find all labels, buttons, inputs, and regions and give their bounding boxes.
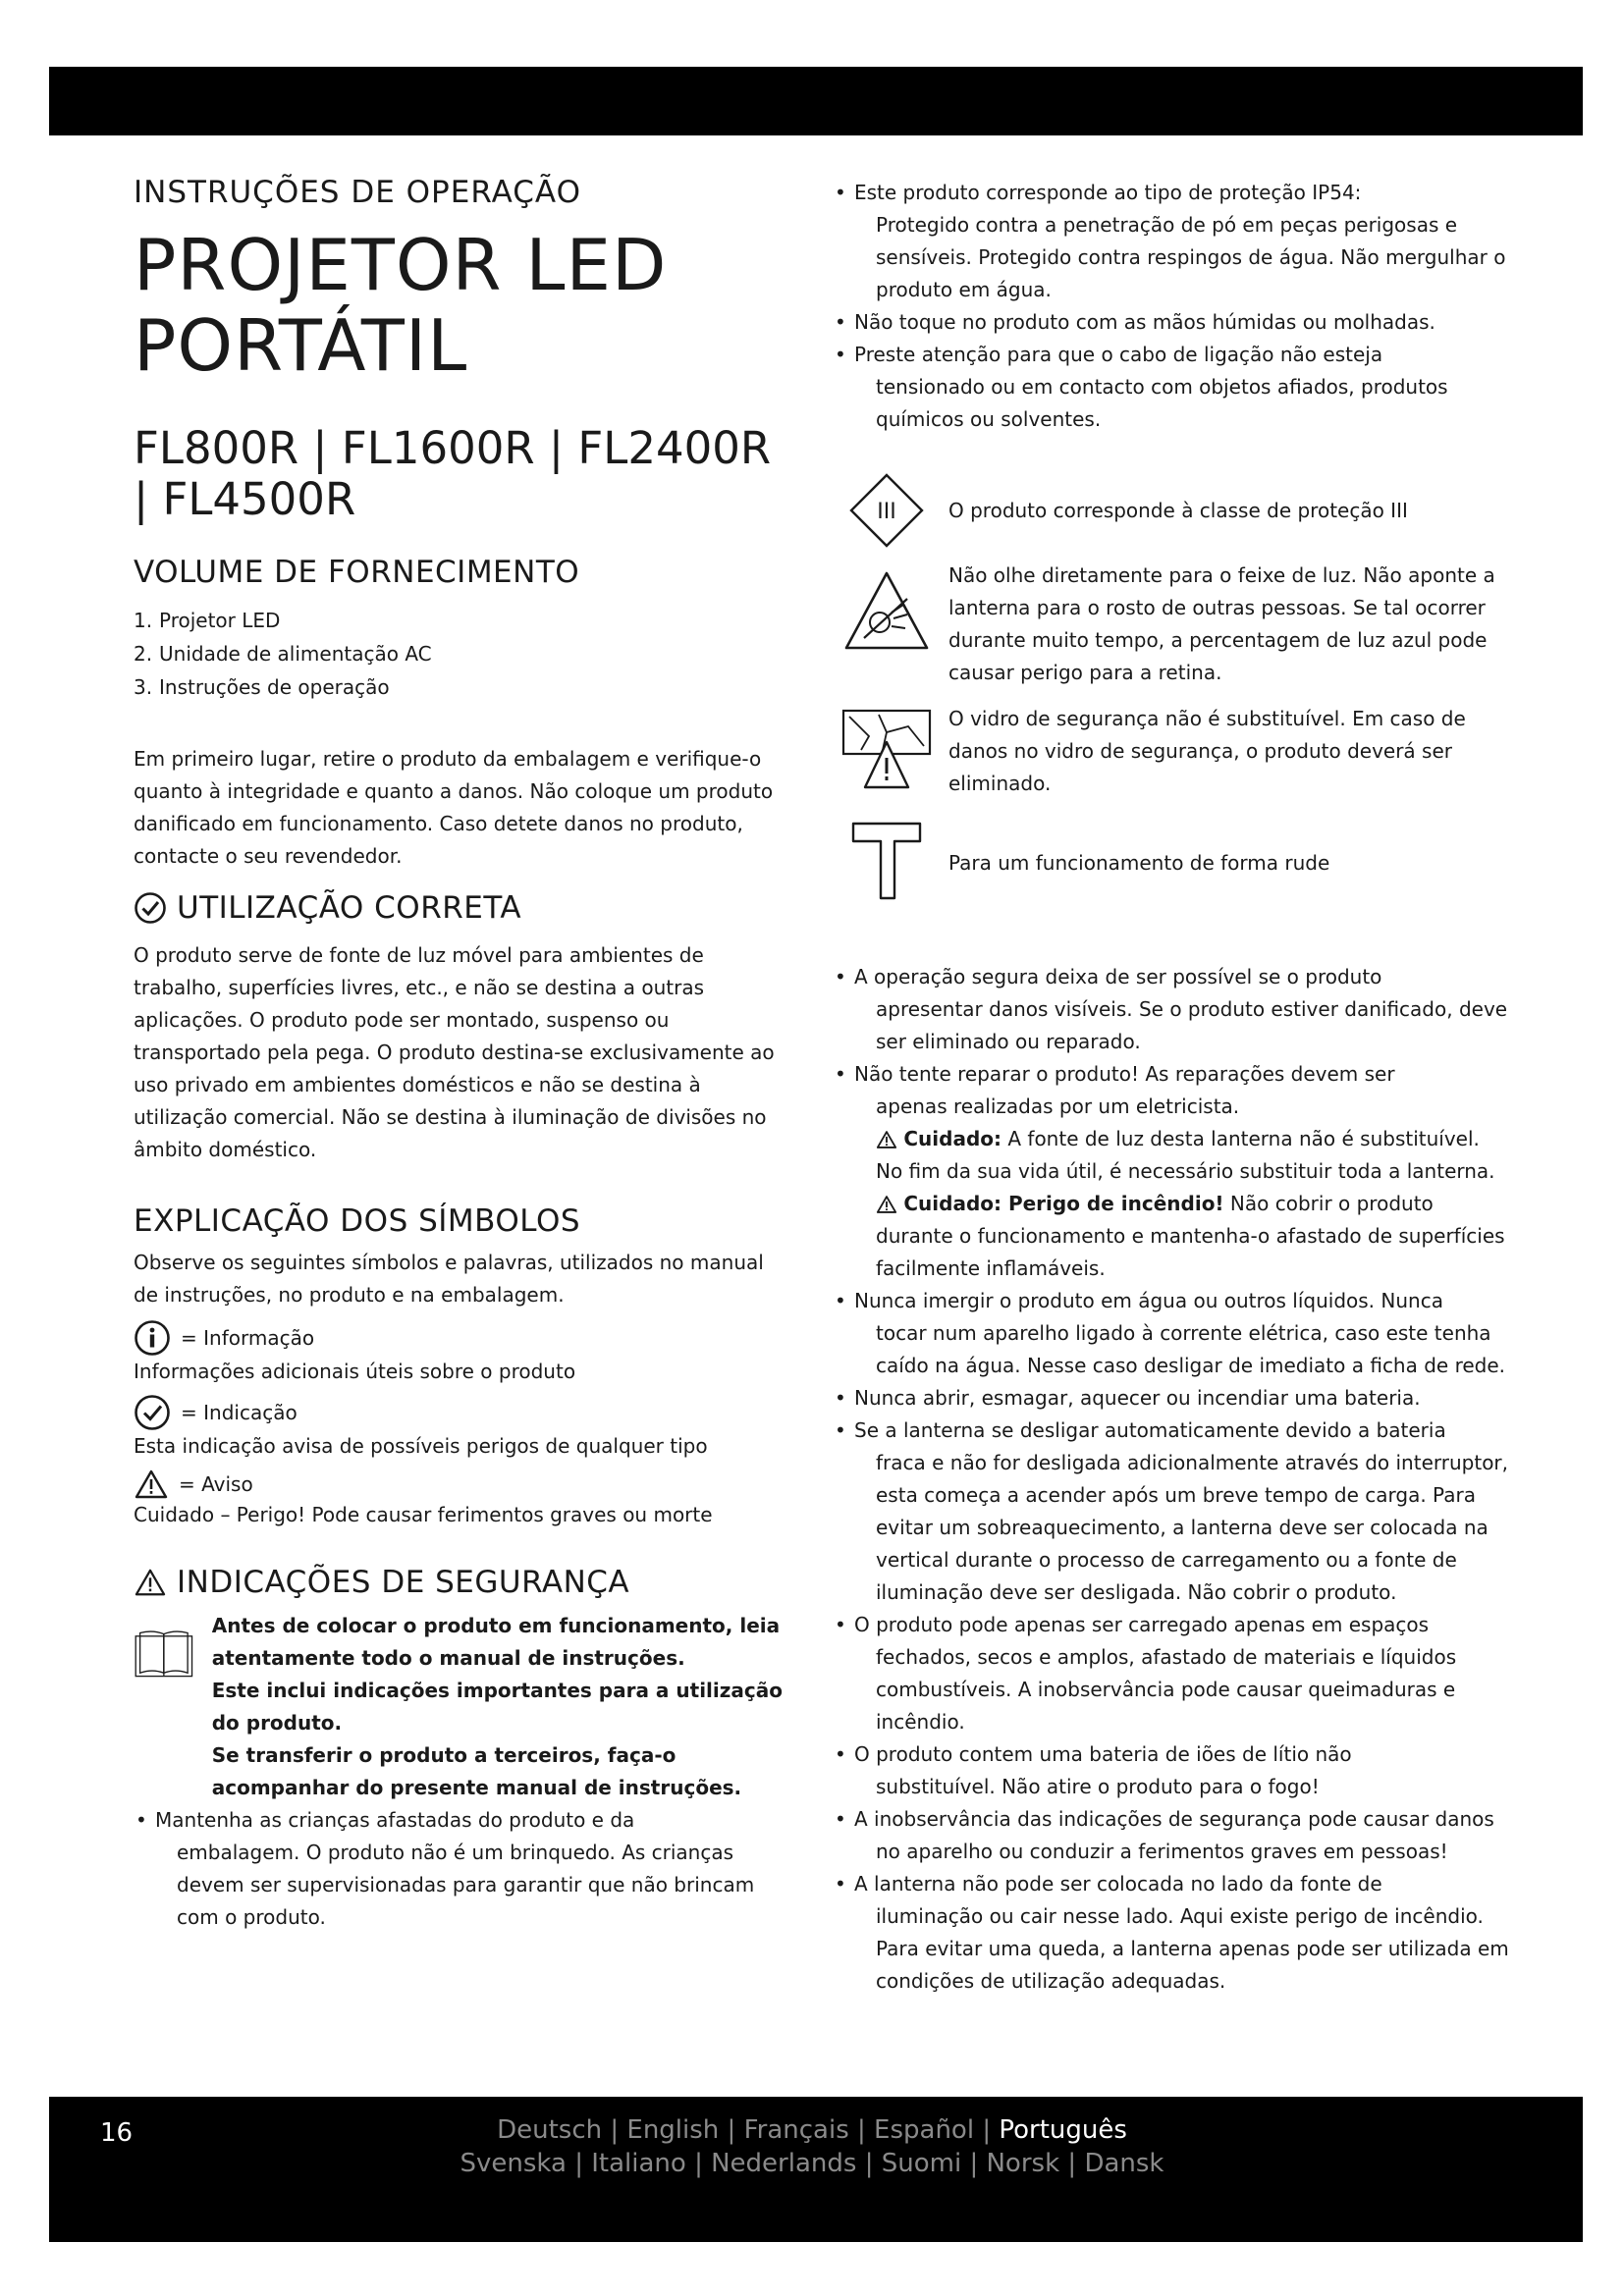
title-line-2: PORTÁTIL xyxy=(134,304,468,387)
list-item: 3. Instruções de operação xyxy=(134,675,390,699)
right-column xyxy=(833,177,1510,1998)
list-item: • Nunca abrir, esmagar, aquecer ou incendiar uma bateria. xyxy=(833,1382,1510,1415)
indicacao-symbol-row xyxy=(134,1394,789,1431)
list-item: • O produto contem uma bateria de iões de lítio não substituível. Não atire o produto para o fogo! xyxy=(833,1738,1510,1803)
check-circle-icon xyxy=(134,891,167,925)
left-safety-list xyxy=(134,1804,789,1934)
class3-row xyxy=(833,471,1510,550)
glass-warning-row xyxy=(833,703,1510,800)
list-item: • Mantenha as crianças afastadas do produto e da embalagem. O produto não é um brinquedo. As crianças devem ser supervisionadas para garantir que não brincam com o produto. xyxy=(134,1804,789,1934)
document-kicker: INSTRUÇÕES DE OPERAÇÃO xyxy=(134,175,581,210)
manual-notice-text: Antes de colocar o produto em funcionamento, leia atentamente todo o manual de instruções. Este inclui indicações importantes para a utilização do produto. Se transferir o produto a terceiros, faça-o acompanhar do presente manual de instruções. xyxy=(211,1614,783,1799)
uso-paragraph: O produto serve de fonte de luz móvel para ambientes de trabalho, superfícies livres, etc., e não se destina a outras aplicações. O produto pode ser montado, suspenso ou transportado pela pega. O produto destina-se exclusivamente ao uso privado em ambientes domésticos e não se destina à utilização comercial. Não se destina à iluminação de divisões no âmbito doméstico. xyxy=(134,943,775,1161)
language-link[interactable]: Suomi xyxy=(881,2149,962,2178)
language-row-1: Deutsch | English | Français | Español | Português xyxy=(497,2115,1127,2145)
class3-symbol: III xyxy=(877,500,896,524)
language-link[interactable]: Norsk xyxy=(986,2149,1060,2178)
explicacao-heading: EXPLICAÇÃO DOS SÍMBOLOS xyxy=(134,1203,581,1239)
info-label: = Informação xyxy=(181,1326,315,1350)
list-item: 1. Projetor LED xyxy=(134,609,281,632)
language-link[interactable]: Dansk xyxy=(1084,2149,1164,2178)
list-item: • Se a lanterna se desligar automaticamente devido a bateria fraca e não for desligada adicionalmente através do interruptor, esta começa a acender após um breve tempo de carga. Para evitar um sobreaquecimento, a lanterna deve ser colocada na vertical durante o processo de carregamento ou a fonte de iluminação deve ser desligada. Não cobrir o produto. xyxy=(833,1415,1510,1609)
volume-heading: VOLUME DE FORNECIMENTO xyxy=(134,555,580,590)
left-column xyxy=(134,177,789,1934)
aviso-description: Cuidado – Perigo! Pode causar ferimentos graves ou morte xyxy=(134,1503,713,1526)
fire-caution-note: Cuidado: Perigo de incêndio! Não cobrir o produto durante o funcionamento e mantenha-o afastado de superfícies facilmente inflamáveis. xyxy=(876,1192,1505,1280)
list-item: • A inobservância das indicações de segurança pode causar danos no aparelho ou conduzir a ferimentos graves em pessoas! xyxy=(833,1803,1510,1868)
model-list: FL800R | FL1600R | FL2400R | FL4500R xyxy=(134,422,772,525)
hammer-icon xyxy=(847,820,926,902)
safety-glass-icon xyxy=(839,707,934,791)
aviso-symbol-row xyxy=(134,1468,789,1500)
caution-note: Cuidado: A fonte de luz desta lanterna não é substituível. No fim da sua vida útil, é necessário substituir toda a lanterna. xyxy=(876,1127,1495,1183)
right-safety-list-2 xyxy=(833,961,1510,1998)
eye-warning-row xyxy=(833,560,1510,689)
language-link[interactable]: Italiano xyxy=(591,2149,686,2178)
uso-heading: UTILIZAÇÃO CORRETA xyxy=(177,890,522,926)
explicacao-paragraph: Observe os seguintes símbolos e palavras, utilizados no manual de instruções, no produto e na embalagem. xyxy=(134,1251,764,1307)
language-link[interactable]: Deutsch xyxy=(497,2115,603,2145)
warning-icon xyxy=(134,1468,169,1500)
list-item: • Preste atenção para que o cabo de ligação não esteja tensionado ou em contacto com objetos afiados, produtos químicos ou solventes. xyxy=(833,339,1510,436)
info-icon xyxy=(134,1319,171,1357)
open-book-icon xyxy=(134,1610,194,1698)
title-line-1: PROJETOR LED xyxy=(134,224,668,306)
warning-icon xyxy=(134,1568,167,1597)
language-link[interactable]: Français xyxy=(743,2115,849,2145)
seguranca-heading-row xyxy=(134,1565,789,1600)
indicacao-description: Esta indicação avisa de possíveis perigos de qualquer tipo xyxy=(134,1434,708,1458)
list-item: • A operação segura deixa de ser possível se o produto apresentar danos visíveis. Se o produto estiver danificado, deve ser eliminado ou reparado. xyxy=(833,961,1510,1058)
indicacao-label: = Indicação xyxy=(181,1401,298,1424)
info-symbol-row xyxy=(134,1319,789,1357)
do-not-look-into-light-icon xyxy=(842,569,931,652)
list-item: • A lanterna não pode ser colocada no lado da fonte de iluminação ou cair nesse lado. Aqui existe perigo de incêndio. Para evitar uma queda, a lanterna apenas pode ser utilizada em condições de utilização adequadas. xyxy=(833,1868,1510,1998)
language-link[interactable]: English xyxy=(626,2115,720,2145)
current-language[interactable]: Português xyxy=(999,2115,1127,2145)
intro-paragraph: Em primeiro lugar, retire o produto da embalagem e verifique-o quanto à integridade e quanto a danos. Não coloque um produto danificado em funcionamento. Caso detete danos no produto, contacte o seu revendedor. xyxy=(134,747,774,868)
class3-text: O produto corresponde à classe de proteção III xyxy=(948,498,1408,522)
list-item: • Não tente reparar o produto! As reparações devem ser apenas realizadas por um eletricista. Cuidado: A fonte de luz desta lanterna não é substituível. No fim da sua vida útil, é necessário substituir toda a lanterna. Cuidado: Perigo de incêndio! Não cobrir o produto durante o funcionamento e mantenha-o afastado de superfícies facilmente inflamáveis. xyxy=(833,1058,1510,1285)
right-safety-list-1 xyxy=(833,177,1510,436)
list-item: 2. Unidade de alimentação AC xyxy=(134,642,432,666)
seguranca-heading: INDICAÇÕES DE SEGURANÇA xyxy=(177,1565,630,1600)
page-number: 16 xyxy=(100,2118,134,2148)
language-link[interactable]: Svenska xyxy=(460,2149,567,2178)
warning-icon xyxy=(876,1195,897,1214)
protection-class-iii-icon xyxy=(847,471,926,550)
aviso-label: = Aviso xyxy=(179,1472,253,1496)
manual-notice xyxy=(134,1610,789,1804)
uso-heading-row xyxy=(134,890,789,926)
rough-service-text: Para um funcionamento de forma rude xyxy=(948,851,1330,875)
language-link[interactable]: Nederlands xyxy=(711,2149,857,2178)
list-item: • O produto pode apenas ser carregado apenas em espaços fechados, secos e amplos, afastado de materiais e líquidos combustíveis. A inobservância pode causar queimaduras e incêndio. xyxy=(833,1609,1510,1738)
glass-warning-text: O vidro de segurança não é substituível. Em caso de danos no vidro de segurança, o produto deverá ser eliminado. xyxy=(948,707,1466,795)
volume-list xyxy=(134,604,789,704)
list-item: • Este produto corresponde ao tipo de proteção IP54: Protegido contra a penetração de pó em peças perigosas e sensíveis. Protegido contra respingos de água. Não mergulhar o produto em água. xyxy=(833,177,1510,306)
top-bar xyxy=(49,67,1583,135)
language-link[interactable]: Español xyxy=(874,2115,975,2145)
page-title xyxy=(134,225,789,386)
list-item: • Nunca imergir o produto em água ou outros líquidos. Nunca tocar num aparelho ligado à corrente elétrica, caso este tenha caído na água. Nesse caso desligar de imediato a ficha de rede. xyxy=(833,1285,1510,1382)
warning-icon xyxy=(876,1130,897,1149)
list-item: • Não toque no produto com as mãos húmidas ou molhadas. xyxy=(833,306,1510,339)
language-row-2: Svenska | Italiano | Nederlands | Suomi | Norsk | Dansk xyxy=(460,2149,1164,2178)
check-circle-icon xyxy=(134,1394,171,1431)
rough-service-row xyxy=(833,820,1510,902)
info-description: Informações adicionais úteis sobre o produto xyxy=(134,1360,576,1383)
eye-warning-text: Não olhe diretamente para o feixe de luz. Não aponte a lanterna para o rosto de outras pessoas. Se tal ocorrer durante muito tempo, a percentagem de luz azul pode causar perigo para a retina. xyxy=(948,563,1495,684)
